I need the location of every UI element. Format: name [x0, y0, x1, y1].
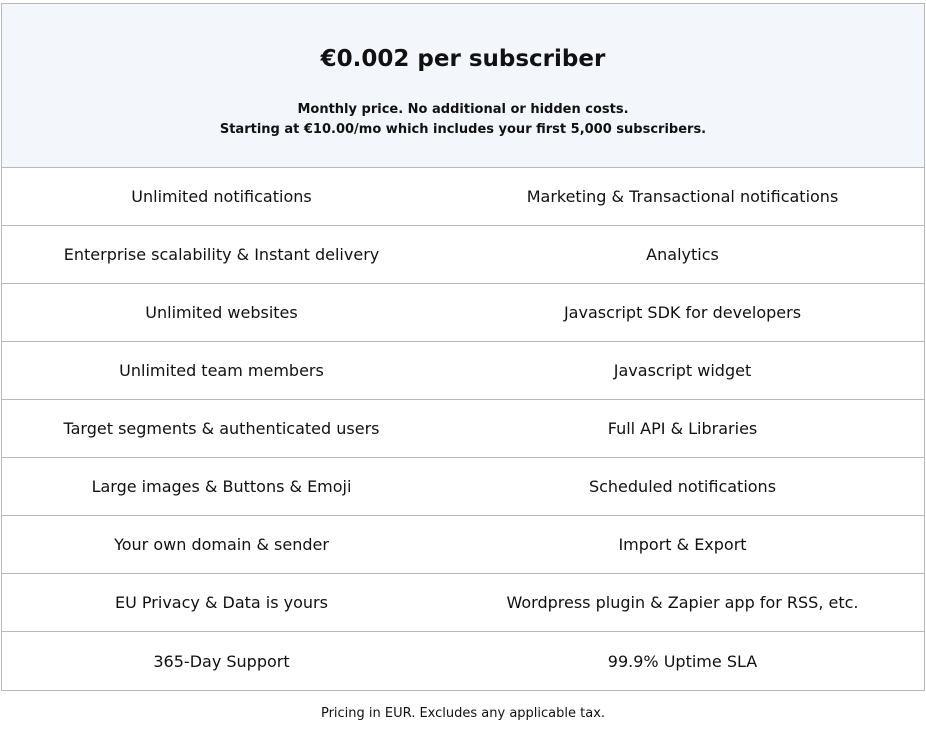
- feature-left: Unlimited websites: [145, 303, 298, 322]
- feature-right: Import & Export: [618, 535, 747, 554]
- feature-row: [2, 458, 924, 516]
- feature-right: Marketing & Transactional notifications: [526, 187, 839, 206]
- feature-left: Unlimited team members: [119, 361, 324, 380]
- feature-right: Javascript widget: [613, 361, 752, 380]
- feature-left: EU Privacy & Data is yours: [115, 593, 328, 612]
- feature-right: 99.9% Uptime SLA: [607, 651, 758, 671]
- price-title: €0.002 per subscriber: [320, 46, 606, 72]
- pricing-note-starting: Starting at €10.00/mo which includes your first 5,000 subscribers.: [219, 122, 707, 137]
- feature-left: Large images & Buttons & Emoji: [91, 477, 352, 496]
- feature-right: Scheduled notifications: [588, 477, 777, 496]
- pricing-header: [2, 4, 924, 168]
- feature-row: [2, 632, 924, 690]
- feature-row: [2, 168, 924, 226]
- pricing-table: [1, 3, 925, 691]
- pricing-footnote: Pricing in EUR. Excludes any applicable tax.: [320, 706, 606, 721]
- pricing-note-monthly: Monthly price. No additional or hidden costs.: [297, 102, 629, 117]
- feature-row: [2, 516, 924, 574]
- feature-left: Your own domain & sender: [114, 535, 329, 554]
- feature-row: [2, 400, 924, 458]
- feature-left: Target segments & authenticated users: [63, 419, 380, 438]
- feature-row: [2, 574, 924, 632]
- feature-right: Full API & Libraries: [607, 419, 758, 438]
- feature-right: Wordpress plugin & Zapier app for RSS, etc.: [506, 593, 859, 612]
- feature-left: 365-Day Support: [153, 651, 290, 671]
- feature-row: [2, 284, 924, 342]
- feature-row: [2, 342, 924, 400]
- feature-row: [2, 226, 924, 284]
- feature-right: Analytics: [646, 245, 719, 264]
- feature-left: Enterprise scalability & Instant delivery: [63, 245, 380, 264]
- feature-right: Javascript SDK for developers: [563, 303, 802, 322]
- feature-left: Unlimited notifications: [131, 187, 312, 206]
